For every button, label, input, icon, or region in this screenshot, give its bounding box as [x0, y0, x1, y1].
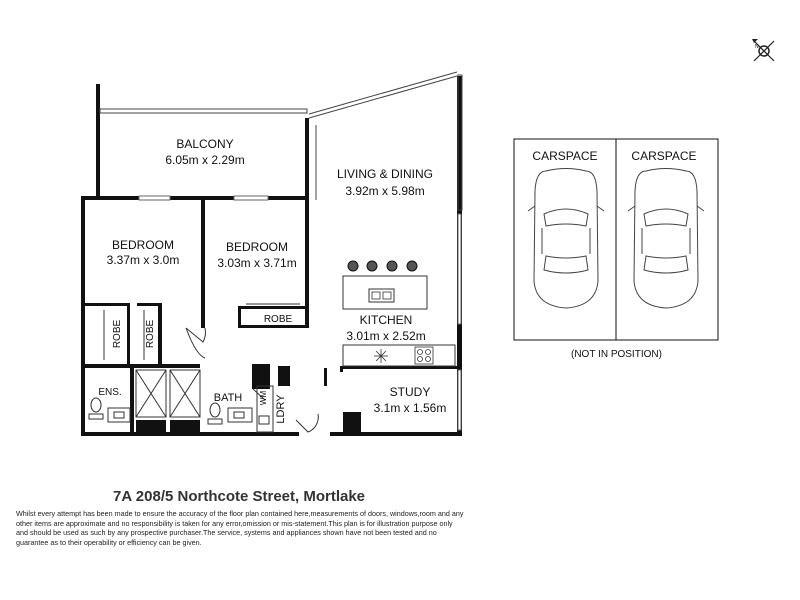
stools: [348, 261, 417, 271]
toilet-icon: [208, 403, 222, 424]
carspace-label: CARSPACE: [631, 149, 697, 163]
study-label: STUDY: [389, 385, 431, 399]
carspace-area: [514, 139, 718, 340]
robe3-label: ROBE: [263, 314, 293, 325]
compass-icon: [752, 39, 774, 61]
vanity: [108, 408, 252, 422]
kitchen-fan-icon: [374, 349, 388, 363]
svg-text:N: N: [755, 44, 759, 50]
toilet-icon: [89, 398, 103, 419]
car-icon: [628, 169, 704, 309]
car-icon: [528, 169, 604, 309]
living-label: LIVING & DINING: [336, 167, 434, 181]
ens-label: ENS.: [98, 387, 122, 398]
bedroom2-dims: 3.03m x 3.71m: [217, 256, 297, 270]
balcony-label: BALCONY: [176, 137, 234, 151]
living-dims: 3.92m x 5.98m: [345, 184, 425, 198]
room-labels: [98, 137, 446, 424]
study-dims: 3.1m x 1.56m: [373, 401, 447, 415]
bath-label: BATH: [213, 392, 243, 404]
robe2-label: ROBE: [145, 319, 156, 349]
bedroom1-label: BEDROOM: [111, 238, 175, 252]
ldry-label: LDRY: [275, 394, 287, 424]
balcony-dims: 6.05m x 2.29m: [165, 153, 245, 167]
robe1-label: ROBE: [112, 319, 123, 349]
property-address: 7A 208/5 Northcote Street, Mortlake: [113, 488, 366, 505]
carspace-label: CARSPACE: [532, 149, 598, 163]
bedroom2-label: BEDROOM: [225, 240, 289, 254]
kitchen-bench: [343, 345, 455, 366]
shower-icon: [136, 370, 166, 417]
disclaimer-text: Whilst every attempt has been made to ensure the accuracy of the floor plan contained here,measurements of doors, windows,room and any other items are approximate and no responsibility is taken for any error,omission or mis-statement.This plan is for illustration purpose only and should be used as such by any prospective purchaser.The service, systems and appliances shown have not been tested and no guarantee as to their operability or efficiency can be given.: [16, 509, 464, 547]
wm-label: WM: [259, 390, 268, 406]
kitchen-dims: 3.01m x 2.52m: [346, 329, 426, 343]
kitchen-label: KITCHEN: [359, 313, 413, 327]
cooktop-icon: [415, 347, 433, 364]
bedroom1-dims: 3.37m x 3.0m: [106, 253, 180, 267]
sink-icon: [369, 289, 394, 302]
kitchen-island: [343, 261, 427, 309]
carspace-note: (NOT IN POSITION): [571, 349, 662, 360]
shower-icon: [170, 370, 200, 417]
